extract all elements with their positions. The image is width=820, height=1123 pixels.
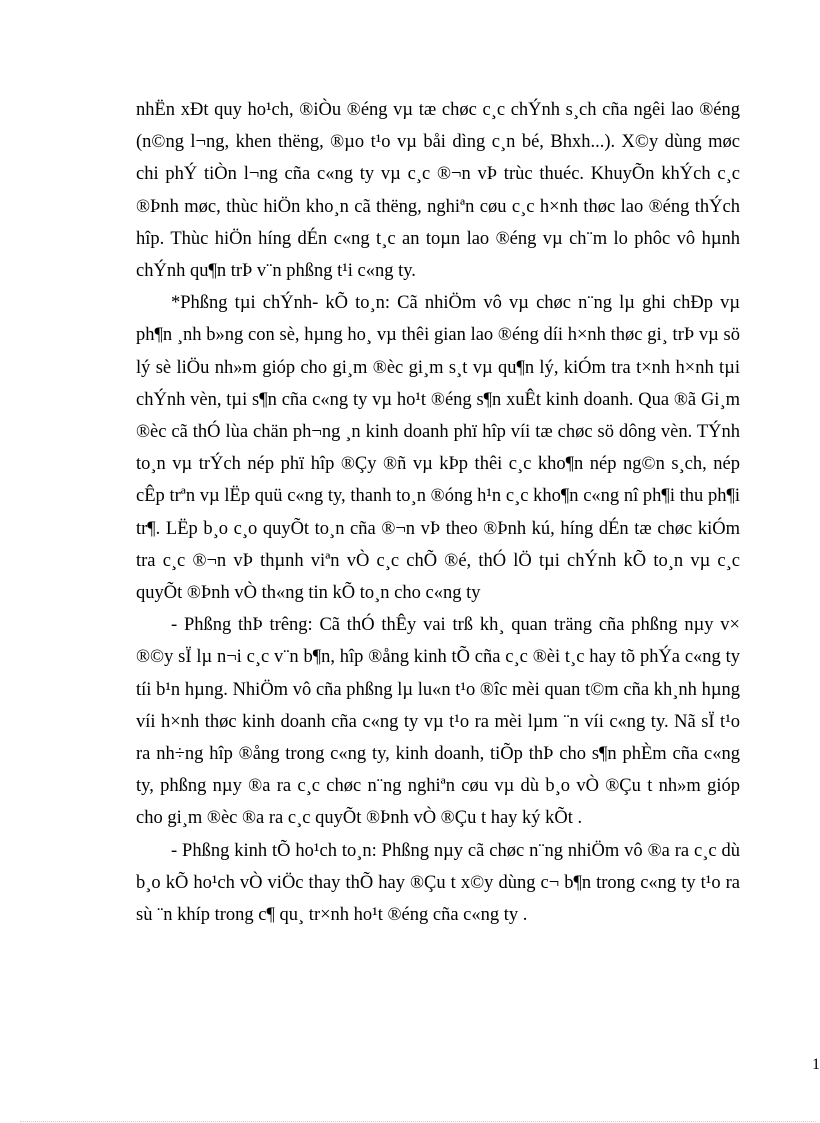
page-number: 1 xyxy=(812,1056,820,1073)
paragraph-planning-department: - Phßng kinh tÕ ho¹ch to¸n: Phßng nµy cã chøc n¨ng nhiÖm vô ®a ra c¸c dù b¸o kÕ ho¹ch vÒ viÖc thay thÕ hay ®Çu t x©y dùng c¬ b¶n trong c«ng ty t¹o ra sù ¨n khíp trong c¶ qu¸ tr×nh ho¹t ®éng cña c«ng ty . xyxy=(136,840,740,926)
document-body xyxy=(136,94,740,931)
footer-divider xyxy=(20,1121,816,1122)
paragraph-market-department: - Phßng thÞ trêng: Cã thÓ thÊy vai trß kh¸ quan träng cña phßng nµy v× ®©y sÏ lµ n¬i c¸c v¨n b¶n, hîp ®ång kinh tÕ cña c¸c ®èi t¸c hay tõ phÝa c«ng ty tíi b¹n hµng. NhiÖm vô cña phßng lµ lu«n t¹o ®îc mèi quan t©m cña kh¸nh hµng víi h×nh thøc kinh doanh cña c«ng ty vµ t¹o ra mèi lµm ¨n víi c«ng ty. Nã sÏ t¹o ra nh÷ng hîp ®ång trong c«ng ty, kinh doanh, tiÕp thÞ cho s¶n phÈm cña c«ng ty, phßng nµy ®a ra c¸c chøc n¨ng nghiªn cøu vµ dù b¸o vÒ ®Çu t nh»m gióp cho gi¸m ®èc ®a ra c¸c quyÕt ®Þnh vÒ ®Çu t hay ký kÕt . xyxy=(136,615,740,829)
paragraph-finance-accounting: *Phßng tµi chÝnh- kÕ to¸n: Cã nhiÖm vô vµ chøc n¨ng lµ ghi chÐp vµ ph¶n ¸nh b»ng con sè, hµng ho¸ vµ thêi gian lao ®éng díi h×nh thøc gi¸ trÞ vµ sö lý sè liÖu nh»m gióp cho gi¸m ®èc gi¸m s¸t vµ qu¶n lý, kiÓm tra t×nh h×nh tµi chÝnh vèn, tµi s¶n cña c«ng ty vµ ho¹t ®éng s¶n xuÊt kinh doanh. Qua ®ã Gi¸m ®èc cã thÓ lùa chän ph¬ng ¸n kinh doanh phï hîp víi tæ chøc sö dông vèn. TÝnh to¸n vµ trÝch nép phï hîp ®Çy ®ñ vµ kÞp thêi c¸c kho¶n nép ng©n s¸ch, nép cÊp trªn vµ lËp quü c«ng ty, thanh to¸n ®óng h¹n c¸c kho¶n c«ng nî ph¶i thu ph¶i tr¶. LËp b¸o c¸o quyÕt to¸n cña ®¬n vÞ theo ®Þnh kú, híng dÉn tæ chøc kiÓm tra c¸c ®¬n vÞ thµnh viªn vÒ c¸c chÕ ®é, thÓ lÖ tµi chÝnh kÕ to¸n vµ c¸c quyÕt ®Þnh vÒ th«ng tin kÕ to¸n cho c«ng ty xyxy=(136,293,740,604)
paragraph-personnel-duties: nhËn xÐt quy ho¹ch, ®iÒu ®éng vµ tæ chøc c¸c chÝnh s¸ch cña ngêi lao ®éng (n©ng l¬ng, khen thëng, ®µo t¹o vµ båi dìng c¸n bé, Bhxh...). X©y dùng møc chi phÝ tiÒn l¬ng cña c«ng ty vµ c¸c ®¬n vÞ trùc thuéc. KhuyÕn khÝch c¸c ®Þnh møc, thùc hiÖn kho¸n cã thëng, nghiªn cøu c¸c h×nh thøc lao ®éng thÝch hîp. Thùc hiÖn híng dÉn c«ng t¸c an toµn lao ®éng vµ ch¨m lo phôc vô hµnh chÝnh qu¶n trÞ v¨n phßng t¹i c«ng ty. xyxy=(136,100,740,282)
